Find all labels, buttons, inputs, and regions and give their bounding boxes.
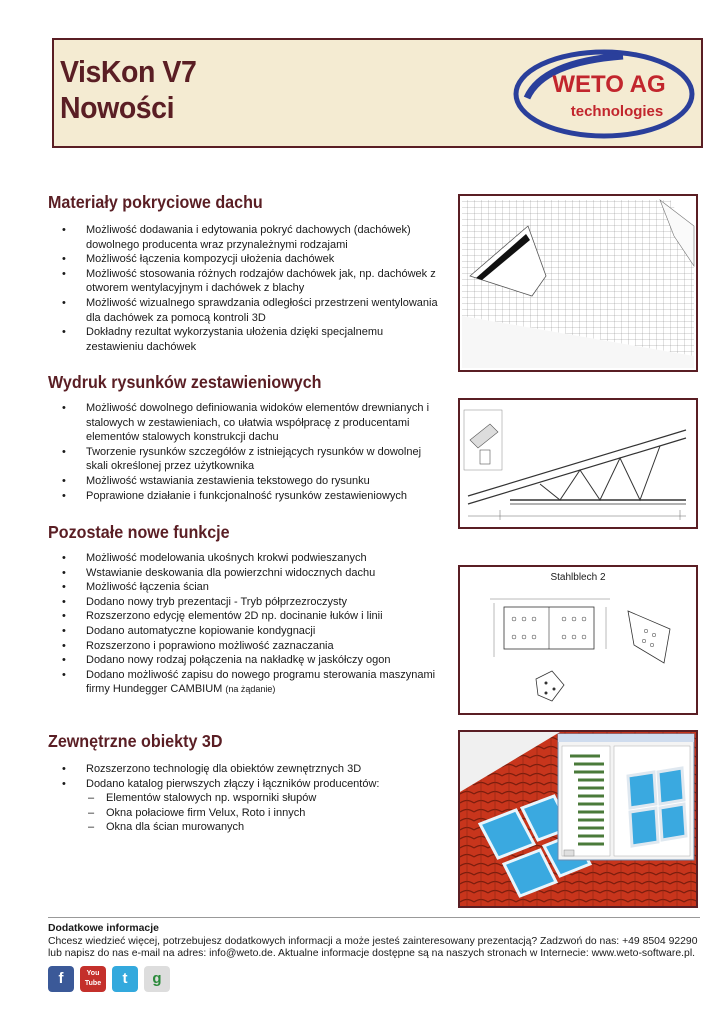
weto-logo — [513, 48, 695, 140]
section-heading: Materiały pokryciowe dachu — [48, 192, 263, 212]
youtube-icon[interactable]: You Tube — [80, 966, 106, 992]
roof-windows-3d-image — [458, 730, 698, 908]
list-item — [48, 668, 440, 697]
bullet-list — [48, 762, 438, 791]
google-icon[interactable]: g — [144, 966, 170, 992]
social-links — [48, 966, 170, 992]
title-line-2: Nowości — [60, 90, 175, 125]
sub-list — [48, 791, 438, 835]
list-item: • Rozszerzono i poprawiono możliwość zaznaczania — [48, 639, 440, 654]
title-line-1: VisKon V7 — [60, 54, 197, 89]
section-roof-materials — [48, 192, 438, 354]
steel-plate-drawing-image — [458, 565, 698, 715]
logo-text-main: WETO AG — [552, 71, 666, 98]
section-external-3d — [48, 731, 438, 835]
list-item: • Tworzenie rysunków szczegółów z istniejących rysunków w dowolnej skali określonej przez użytkownika — [48, 445, 438, 474]
list-item: • Dodano nowy rodzaj połączenia na nakładkę w jaskółczy ogon — [48, 653, 440, 668]
footer-line-1: Chcesz wiedzieć więcej, potrzebujesz dodatkowych informacji a może jesteś zainteresowany prezentacją? Zadzwoń do nas: +49 8504 92290 — [48, 935, 698, 947]
roof-tiles-image — [458, 194, 698, 372]
list-item: • Możliwość dowolnego definiowania widoków elementów drewnianych i stalowych w zestawieniach, co ułatwia współpracę z producentami elementów stalowych konstrukcji dachu — [48, 401, 438, 445]
section-heading: Zewnętrzne obiekty 3D — [48, 731, 223, 751]
list-item: • Możliwość dodawania i edytowania pokryć dachowych (dachówek) dowolnego producenta wraz przynależnymi rodzajami — [48, 223, 438, 252]
list-item: • Możliwość łączenia kompozycji ułożenia dachówek — [48, 252, 438, 267]
footer-heading: Dodatkowe informacje — [48, 923, 159, 934]
list-item: • Dodano katalog pierwszych złączy i łączników producentów: — [48, 777, 438, 792]
footer-divider — [48, 917, 700, 918]
page-title — [60, 54, 196, 126]
list-item: • Dodano nowy tryb prezentacji - Tryb półprzezroczysty — [48, 595, 440, 610]
footer-line-2: lub napisz do nas e-mail na adres: info@weto.de. Aktualne informacje dostępne są na naszych stronach w Internecie: www.weto-software.pl. — [48, 948, 696, 960]
sub-list-item: – Elementów stalowych np. wsporniki słupów — [48, 791, 438, 806]
truss-drawing-image — [458, 398, 698, 529]
list-item: • Możliwość stosowania różnych rodzajów dachówek jak, np. dachówek z otworem wentylacyjnym i dachówek z blachy — [48, 267, 438, 296]
list-item: • Możliwość łączenia ścian — [48, 580, 440, 595]
sub-list-item: – Okna dla ścian murowanych — [48, 820, 438, 835]
list-item: • Dokładny rezultat wykorzystania ułożenia dzięki specjalnemu zestawieniu dachówek — [48, 325, 438, 354]
sub-list-item: – Okna połaciowe firm Velux, Roto i innych — [48, 806, 438, 821]
drawing-label: Stahlblech 2 — [550, 572, 606, 583]
logo-text-sub: technologies — [570, 103, 664, 120]
list-item: • Wstawianie deskowania dla powierzchni widocznych dachu — [48, 566, 440, 581]
list-item-note: (na żądanie) — [225, 684, 276, 695]
bullet-list — [48, 223, 438, 354]
section-heading: Pozostałe nowe funkcje — [48, 522, 230, 542]
section-other-features — [48, 522, 440, 697]
list-item: • Rozszerzono edycję elementów 2D np. docinanie łuków i linii — [48, 609, 440, 624]
facebook-icon[interactable]: f — [48, 966, 74, 992]
page-header — [52, 38, 703, 148]
bullet-list — [48, 401, 438, 503]
footer — [48, 923, 708, 961]
twitter-icon[interactable]: t — [112, 966, 138, 992]
section-drawing-output — [48, 372, 438, 503]
list-item: • Rozszerzono technologię dla obiektów zewnętrznych 3D — [48, 762, 438, 777]
list-item: • Możliwość modelowania ukośnych krokwi podwieszanych — [48, 551, 440, 566]
section-heading: Wydruk rysunków zestawieniowych — [48, 372, 322, 392]
bullet-list — [48, 551, 440, 697]
list-item-text: Dodano możliwość zapisu do nowego programu sterowania maszynami firmy Hundegger CAMBIUM — [86, 668, 436, 696]
list-item: • Dodano automatyczne kopiowanie kondygnacji — [48, 624, 440, 639]
list-item: • Poprawione działanie i funkcjonalność rysunków zestawieniowych — [48, 489, 438, 504]
list-item: • Możliwość wstawiania zestawienia tekstowego do rysunku — [48, 474, 438, 489]
list-item: • Możliwość wizualnego sprawdzania odległości przestrzeni wentylowania dla dachówek za pomocą kontroli 3D — [48, 296, 438, 325]
